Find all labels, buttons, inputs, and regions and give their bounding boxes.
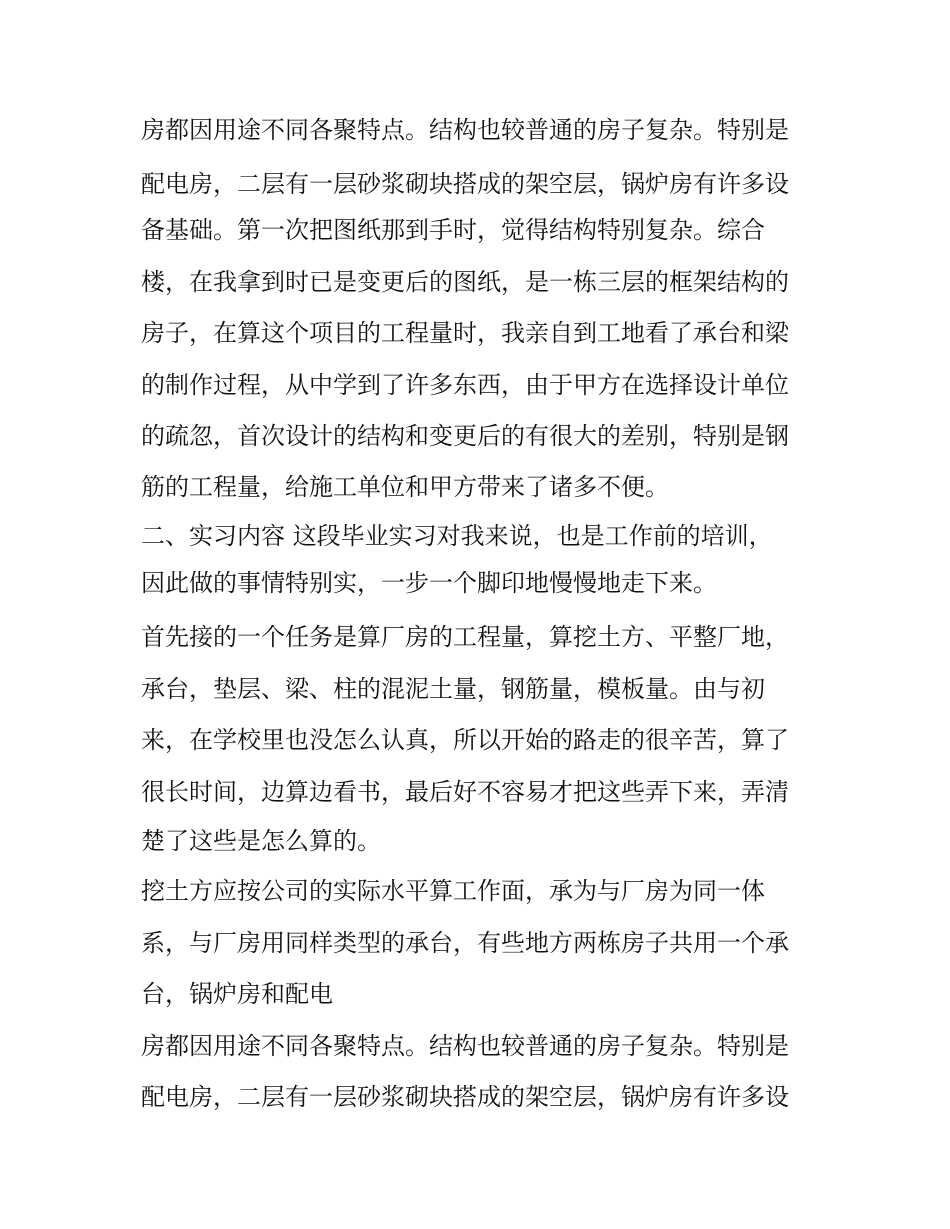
- text-line: 系，与厂房用同样类型的承台，有些地方两栋房子共用一个承: [141, 929, 789, 957]
- text-line: 台，锅炉房和配电: [141, 980, 333, 1008]
- text-line: 承台，垫层、梁、柱的混泥土量，钢筋量，模板量。由与初: [141, 675, 765, 703]
- text-line: 配电房，二层有一层砂浆砌块搭成的架空层，锅炉房有许多设: [141, 1083, 789, 1111]
- text-line: 很长时间，边算边看书，最后好不容易才把这些弄下来，弄清: [141, 778, 789, 806]
- text-line: 二、实习内容 这段毕业实习对我来说，也是工作前的培训，: [141, 522, 773, 550]
- text-line: 房子，在算这个项目的工程量时，我亲自到工地看了承台和梁: [141, 319, 789, 347]
- text-line: 筋的工程量，给施工单位和甲方带来了诸多不便。: [141, 473, 669, 501]
- text-line: 来，在学校里也没怎么认真，所以开始的路走的很辛苦，算了: [141, 726, 789, 754]
- text-line: 楼，在我拿到时已是变更后的图纸，是一栋三层的框架结构的: [141, 268, 789, 296]
- text-line: 的疏忽，首次设计的结构和变更后的有很大的差别，特别是钢: [141, 422, 789, 450]
- text-line: 因此做的事情特别实，一步一个脚印地慢慢地走下来。: [141, 569, 717, 597]
- text-line: 配电房，二层有一层砂浆砌块搭成的架空层，锅炉房有许多设: [141, 170, 789, 198]
- text-line: 首先接的一个任务是算厂房的工程量，算挖土方、平整厂地，: [141, 623, 789, 651]
- text-line: 房都因用途不同各聚特点。结构也较普通的房子复杂。特别是: [141, 116, 789, 144]
- text-line: 备基础。第一次把图纸那到手时，觉得结构特别复杂。综合: [141, 216, 765, 244]
- text-line: 房都因用途不同各聚特点。结构也较普通的房子复杂。特别是: [141, 1032, 789, 1060]
- text-line: 楚了这些是怎么算的。: [141, 827, 381, 855]
- text-line: 挖土方应按公司的实际水平算工作面，承为与厂房为同一体: [141, 877, 765, 905]
- text-line: 的制作过程，从中学到了许多东西，由于甲方在选择设计单位: [141, 371, 789, 399]
